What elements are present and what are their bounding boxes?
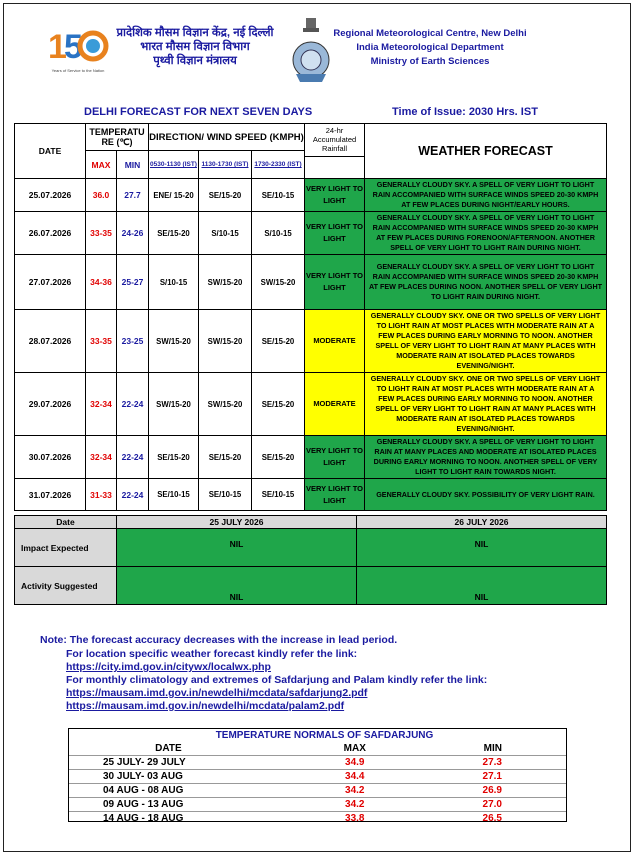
hindi-line-3: पृथ्वी विज्ञान मंत्रालय [153,55,237,67]
wind-slot-2: SE/15-20 [199,179,252,212]
forecast-max: 32-34 [86,436,117,479]
normals-date: 09 AUG - 13 AUG [103,799,184,810]
normals-row [69,784,566,798]
normals-max: 33.8 [345,813,365,824]
wind-slot-2: SE/10-15 [199,479,252,511]
forecast-min: 27.7 [117,179,149,212]
palam-link[interactable]: https://mausam.imd.gov.in/newdelhi/mcdata/palam2.pdf [66,700,345,712]
forecast-title: DELHI FORECAST FOR NEXT SEVEN DAYS [84,106,313,118]
wind-slot-3: S/10-15 [252,212,305,255]
wind-slot-2: S/10-15 [199,212,252,255]
wind-slot-2: SW/15-20 [199,255,252,310]
wind-slot-1: SE/15-20 [149,212,199,255]
wind-header: DIRECTION/ WIND SPEED (KMPH) [149,124,305,151]
wind-slot-3: SE/15-20 [252,310,305,373]
date-header: DATE [15,124,86,179]
forecast-max: 32-34 [86,373,117,436]
wind-slot-2: SW/15-20 [199,310,252,373]
normals-row [69,756,566,770]
rainfall-header: 24-hr Accumulated Rainfall [305,124,365,157]
normals-box [68,728,567,822]
impact-day-1-value: NIL [117,529,357,567]
impact-table [14,515,607,605]
normals-min: 27.3 [482,757,502,768]
svg-text:1: 1 [48,28,67,66]
max-header: MAX [86,151,117,179]
rainfall-category: MODERATE [305,373,365,436]
wind-slot-3: SE/10-15 [252,479,305,511]
forecast-row [15,255,607,310]
impact-day-2: 26 JULY 2026 [357,516,607,529]
weather-forecast-text: GENERALLY CLOUDY SKY. ONE OR TWO SPELLS OF VERY LIGHT TO LIGHT RAIN AT MOST PLACES WITH MODERATE RAIN AT A FEW PLACES DURING EARLY MORNING TO NOON. ANOTHER SPELL OF VERY LIGHT TO LIGHT RAIN AT MANY PLACES WITH MODERATE RAIN AT ISOLATED PLACES TOWARDS EVENING/NIGHT. [365,310,607,373]
forecast-table [14,123,607,511]
normals-min: 27.0 [482,799,502,810]
normals-date: 25 JULY- 29 JULY [103,757,186,768]
rainfall-category: VERY LIGHT TO LIGHT [305,212,365,255]
normals-max: 34.9 [345,757,365,768]
wind-slot-1: SE/15-20 [149,436,199,479]
weather-forecast-text: GENERALLY CLOUDY SKY. A SPELL OF VERY LIGHT TO LIGHT RAIN ACCOMPANIED WITH SURFACE WINDS SPEED 20-30 KMPH AT FEW PLACES DURING FORENOON/AFTERNOON. ANOTHER SPELL OF VERY LIGHT TO LIGHT RAIN DURING NIGHT. [365,212,607,255]
wind-slot-2: SE/15-20 [199,436,252,479]
forecast-row [15,212,607,255]
local-forecast-text: For location specific weather forecast kindly refer the link: [66,648,358,660]
forecast-max: 31-33 [86,479,117,511]
forecast-min: 25-27 [117,255,149,310]
slot-2-header: 1130-1730 (IST) [199,151,252,179]
normals-min: 26.9 [482,785,502,796]
forecast-min: 24-26 [117,212,149,255]
forecast-row [15,436,607,479]
national-emblem-icon [286,16,336,84]
weather-forecast-text: GENERALLY CLOUDY SKY. POSSIBILITY OF VERY LIGHT RAIN. [365,479,607,511]
forecast-min: 22-24 [117,436,149,479]
normals-date-header: DATE [155,743,182,754]
wind-slot-1: ENE/ 15-20 [149,179,199,212]
wind-slot-1: S/10-15 [149,255,199,310]
slot-1-header: 0530-1130 (IST) [149,151,199,179]
forecast-date: 26.07.2026 [15,212,86,255]
impact-expected-label: Impact Expected [15,529,117,567]
note-text: The forecast accuracy decreases with the increase in lead period. [69,634,398,646]
normals-min: 27.1 [482,771,502,782]
wind-slot-1: SE/10-15 [149,479,199,511]
english-line-3: Ministry of Earth Sciences [370,56,490,67]
wind-slot-1: SW/15-20 [149,310,199,373]
normals-title: TEMPERATURE NORMALS OF SAFDARJUNG [215,730,434,741]
weather-header: WEATHER FORECAST [365,124,607,179]
forecast-min: 22-24 [117,373,149,436]
impact-date-label: Date [15,516,117,529]
normals-max-header: MAX [343,743,366,754]
forecast-row [15,310,607,373]
normals-max: 34.2 [345,785,365,796]
normals-row [69,812,566,826]
english-line-2: India Meteorological Department [356,42,504,53]
rainfall-category: VERY LIGHT TO LIGHT [305,479,365,511]
issue-time: Time of Issue: 2030 Hrs. IST [392,106,538,118]
rainfall-category: VERY LIGHT TO LIGHT [305,436,365,479]
weather-forecast-text: GENERALLY CLOUDY SKY. ONE OR TWO SPELLS OF VERY LIGHT TO LIGHT RAIN AT MOST PLACES WITH MODERATE RAIN AT A FEW PLACES DURING EARLY MORNING TO NOON. ANOTHER SPELL OF VERY LIGHT TO LIGHT RAIN AT MANY PLACES WITH MODERATE RAIN AT ISOLATED PLACES TOWARDS EVENING/NIGHT. [365,373,607,436]
imd-150-logo [46,20,110,70]
wind-slot-1: SW/15-20 [149,373,199,436]
normals-max: 34.4 [345,771,365,782]
wind-slot-3: SE/15-20 [252,373,305,436]
wind-slot-3: SE/10-15 [252,179,305,212]
note-line [40,634,397,646]
rainfall-header-spacer [305,157,365,179]
hindi-line-2: भारत मौसम विज्ञान विभाग [140,41,250,53]
weather-forecast-text: GENERALLY CLOUDY SKY. A SPELL OF VERY LIGHT TO LIGHT RAIN ACCOMPANIED WITH SURFACE WINDS SPEED 20-30 KMPH AT FEW PLACES DURING NOON. ANOTHER SPELL OF VERY LIGHT TO LIGHT RAIN DURING NIGHT. [365,255,607,310]
english-header [330,27,530,69]
forecast-date: 29.07.2026 [15,373,86,436]
normals-min-header: MIN [483,743,502,754]
forecast-min: 23-25 [117,310,149,373]
hindi-header [110,26,280,68]
forecast-row [15,373,607,436]
forecast-date: 27.07.2026 [15,255,86,310]
normals-date: 30 JULY- 03 AUG [103,771,183,782]
forecast-date: 30.07.2026 [15,436,86,479]
safdarjung-link[interactable]: https://mausam.imd.gov.in/newdelhi/mcdata/safdarjung2.pdf [66,687,368,699]
normals-date: 14 AUG - 18 AUG [103,813,184,824]
impact-day-2-value: NIL [357,529,607,567]
note-label: Note: [40,634,67,646]
wind-slot-2: SW/15-20 [199,373,252,436]
rainfall-category: MODERATE [305,310,365,373]
weather-forecast-text: GENERALLY CLOUDY SKY. A SPELL OF VERY LIGHT TO LIGHT RAIN ACCOMPANIED WITH SURFACE WINDS SPEED 20-30 KMPH AT FEW PLACES DURING NIGHT/EARLY HOURS. [365,179,607,212]
forecast-max: 33-35 [86,212,117,255]
temperature-header: TEMPERATU RE (℃) [86,124,149,151]
forecast-max: 34-36 [86,255,117,310]
normals-date: 04 AUG - 08 AUG [103,785,184,796]
wind-slot-3: SW/15-20 [252,255,305,310]
normals-max: 34.2 [345,799,365,810]
impact-day-1: 25 JULY 2026 [117,516,357,529]
weather-forecast-text: GENERALLY CLOUDY SKY. A SPELL OF VERY LIGHT TO LIGHT RAIN AT MANY PLACES AND MODERATE AT ISOLATED PLACES DURING EARLY MORNING TO NOON. ANOTHER SPELL OF VERY LIGHT TO LIGHT RAIN TOWARDS NIGHT. [365,436,607,479]
min-header: MIN [117,151,149,179]
forecast-min: 22-24 [117,479,149,511]
activity-day-2-value: NIL [357,567,607,605]
normals-min: 26.5 [482,813,502,824]
forecast-row [15,179,607,212]
activity-day-1-value: NIL [117,567,357,605]
climatology-text: For monthly climatology and extremes of Safdarjung and Palam kindly refer the link: [66,674,488,686]
rainfall-category: VERY LIGHT TO LIGHT [305,179,365,212]
forecast-max: 36.0 [86,179,117,212]
normals-row [69,798,566,812]
local-forecast-link[interactable]: https://city.imd.gov.in/citywx/localwx.php [66,661,271,673]
wind-slot-3: SE/15-20 [252,436,305,479]
slot-3-header: 1730-2330 (IST) [252,151,305,179]
forecast-date: 31.07.2026 [15,479,86,511]
activity-suggested-label: Activity Suggested [15,567,117,605]
normals-table [69,742,566,825]
hindi-line-1: प्रादेशिक मौसम विज्ञान केंद्र, नई दिल्ली [116,27,274,39]
forecast-max: 33-35 [86,310,117,373]
svg-text:5: 5 [64,28,83,66]
forecast-date: 28.07.2026 [15,310,86,373]
logo-caption: Years of Service to the Nation [51,68,105,73]
english-line-1: Regional Meteorological Centre, New Delhi [333,28,527,39]
normals-row [69,770,566,784]
rainfall-category: VERY LIGHT TO LIGHT [305,255,365,310]
forecast-row [15,479,607,511]
forecast-date: 25.07.2026 [15,179,86,212]
